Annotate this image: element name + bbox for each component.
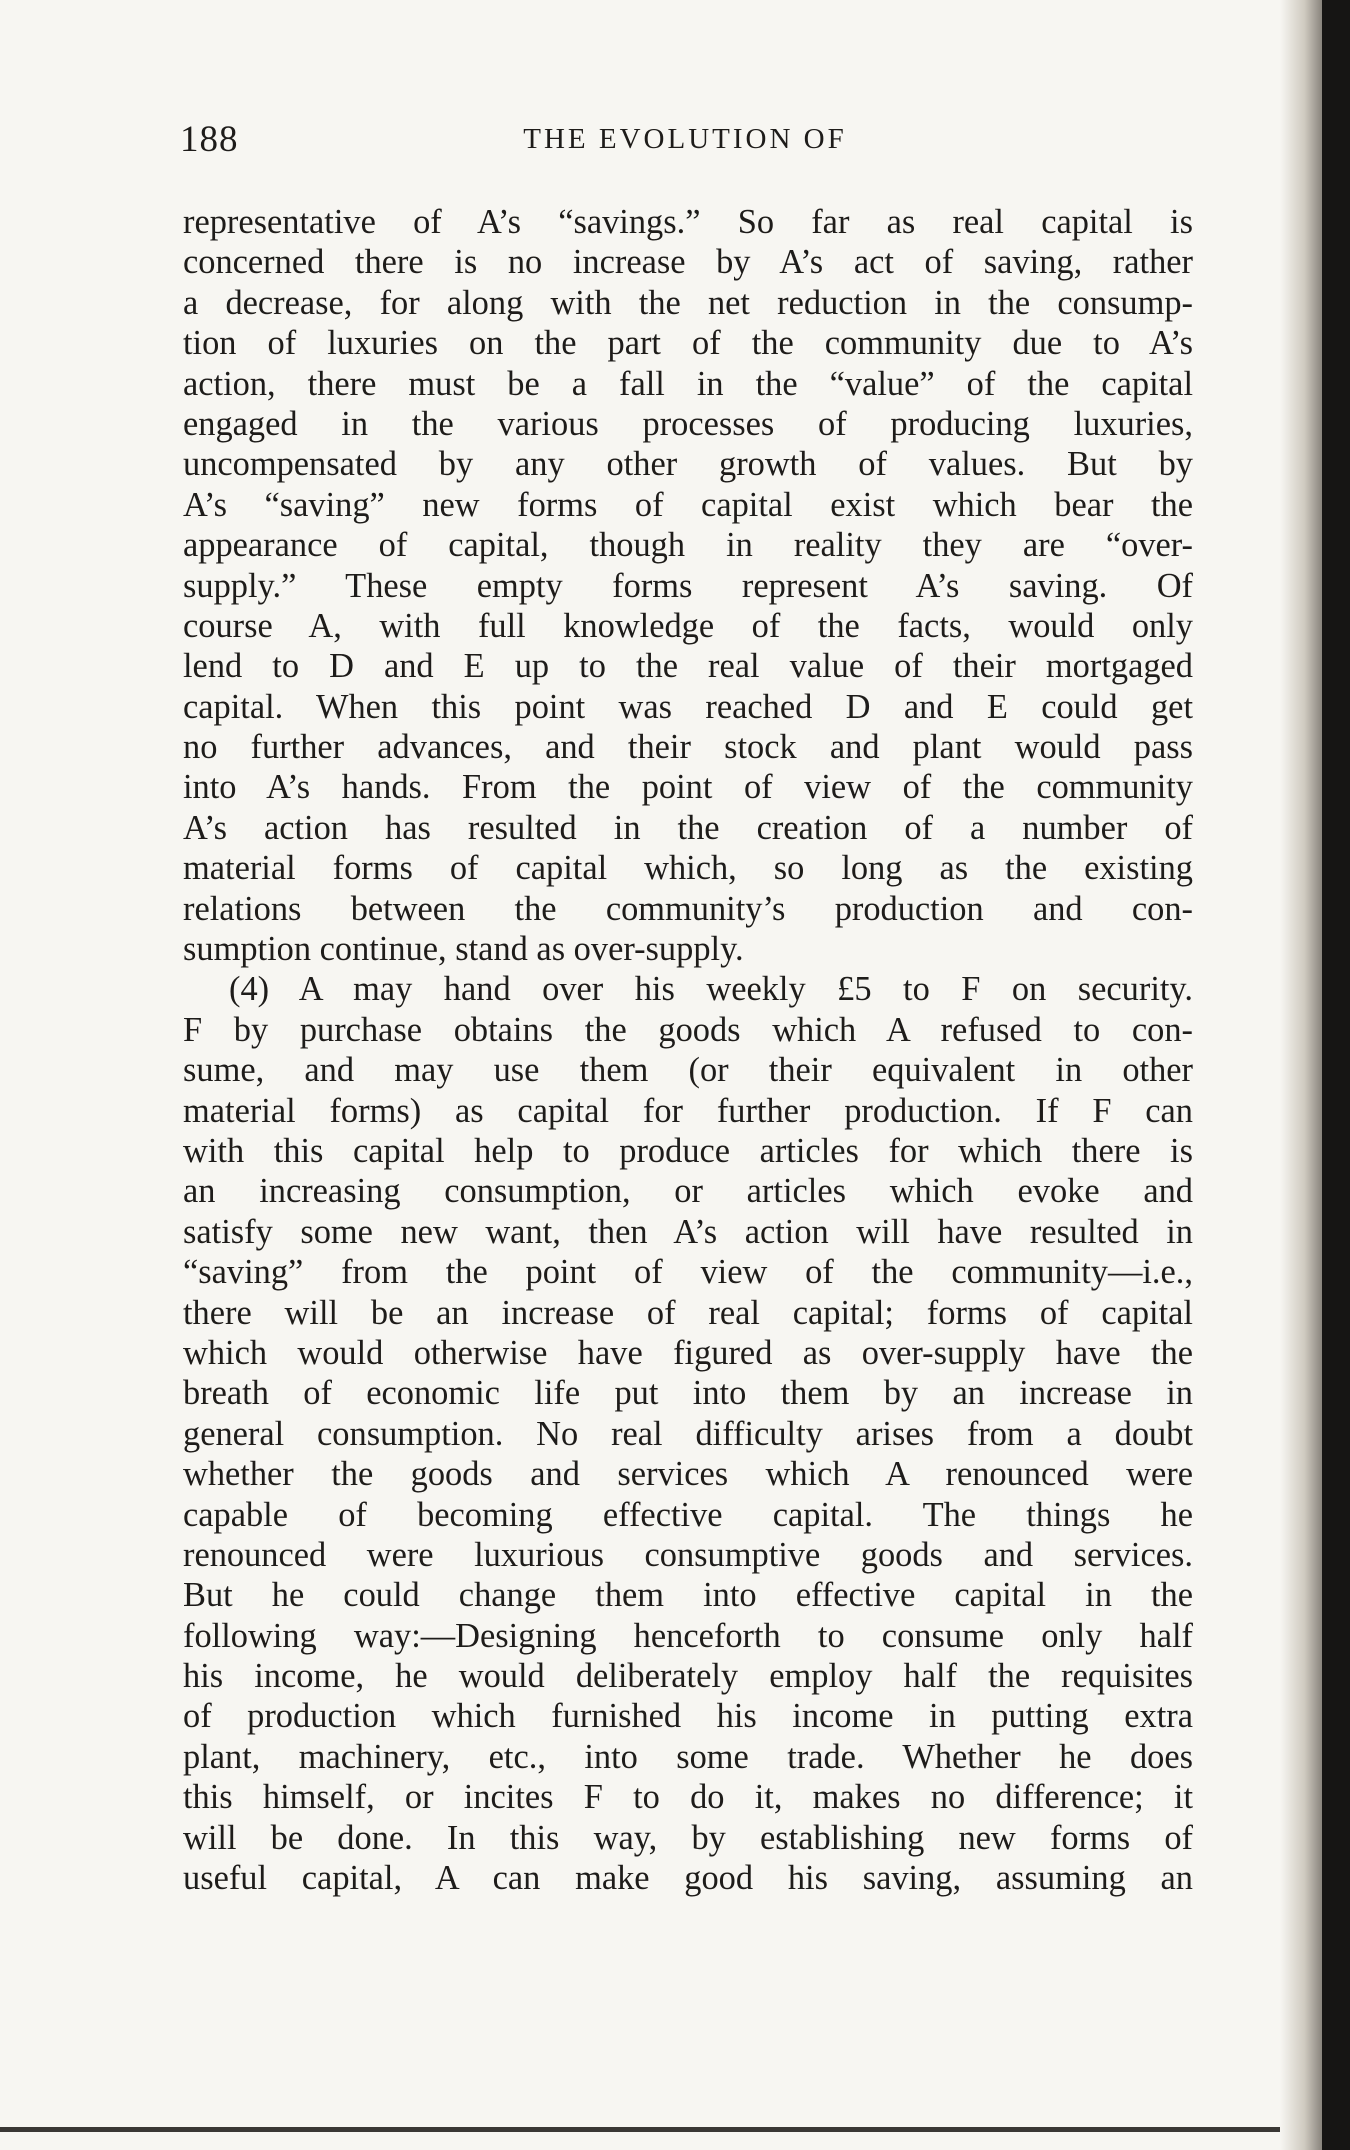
page-bottom-edge: [0, 2127, 1280, 2132]
running-header: [180, 118, 1190, 178]
text-line: appearance of capital, though in reality they are “over-: [183, 526, 1193, 565]
text-line: this himself, or incites F to do it, makes no difference; it: [183, 1778, 1193, 1817]
text-line: sume, and may use them (or their equivalent in other: [183, 1051, 1193, 1090]
text-line: following way:—Designing henceforth to consume only half: [183, 1616, 1193, 1655]
text-line: material forms of capital which, so long as the existing: [183, 849, 1193, 888]
text-line: representative of A’s “savings.” So far as real capital is: [183, 203, 1193, 241]
body-text: [183, 202, 1193, 1898]
text-line: relations between the community’s production and con-: [183, 889, 1193, 928]
page-number: 188: [180, 119, 239, 160]
text-line: capital. When this point was reached D and E could get: [183, 687, 1193, 726]
page-binding-edge: [1322, 0, 1350, 2150]
text-line: breath of economic life put into them by an increase in: [183, 1374, 1193, 1413]
text-line: concerned there is no increase by A’s act of saving, rather: [183, 243, 1193, 282]
text-line: no further advances, and their stock and plant would pass: [183, 728, 1193, 767]
text-line: “saving” from the point of view of the community—i.e.,: [183, 1253, 1193, 1292]
text-line: useful capital, A can make good his saving, assuming an: [183, 1859, 1193, 1898]
text-line: lend to D and E up to the real value of their mortgaged: [183, 647, 1193, 686]
text-line: A’s action has resulted in the creation of a number of: [183, 808, 1193, 847]
text-line: course A, with full knowledge of the facts, would only: [183, 606, 1193, 645]
running-title: THE EVOLUTION OF: [523, 123, 847, 155]
text-line: with this capital help to produce articles for which there is: [183, 1131, 1193, 1170]
text-line: supply.” These empty forms represent A’s saving. Of: [183, 566, 1193, 605]
text-line: satisfy some new want, then A’s action will have resulted in: [183, 1212, 1193, 1251]
text-line: whether the goods and services which A renounced were: [183, 1455, 1193, 1494]
text-line: of production which furnished his income in putting extra: [183, 1697, 1193, 1736]
text-line: F by purchase obtains the goods which A refused to con-: [183, 1010, 1193, 1049]
text-line: A’s “saving” new forms of capital exist which bear the: [183, 485, 1193, 524]
text-line: engaged in the various processes of producing luxuries,: [183, 404, 1193, 443]
text-line: capable of becoming effective capital. The things he: [183, 1495, 1193, 1534]
text-line: will be done. In this way, by establishing new forms of: [183, 1818, 1193, 1857]
text-line: action, there must be a fall in the “value” of the capital: [183, 364, 1193, 403]
text-line: plant, machinery, etc., into some trade. Whether he does: [183, 1737, 1193, 1776]
text-line: renounced were luxurious consumptive goods and services.: [183, 1535, 1193, 1574]
text-line: into A’s hands. From the point of view of the community: [183, 768, 1193, 807]
text-line: a decrease, for along with the net reduction in the consump-: [183, 283, 1193, 322]
text-line: there will be an increase of real capital; forms of capital: [183, 1293, 1193, 1332]
text-line: material forms) as capital for further production. If F can: [183, 1091, 1193, 1130]
text-line: his income, he would deliberately employ half the requisites: [183, 1657, 1193, 1696]
text-line: an increasing consumption, or articles which evoke and: [183, 1172, 1193, 1211]
text-line: uncompensated by any other growth of values. But by: [183, 445, 1193, 484]
text-line: general consumption. No real difficulty arises from a doubt: [183, 1414, 1193, 1453]
text-line: which would otherwise have figured as over-supply have the: [183, 1333, 1193, 1372]
text-line: sumption continue, stand as over-supply.: [183, 930, 744, 969]
text-line: (4) A may hand over his weekly £5 to F on security.: [229, 970, 1193, 1009]
text-line: tion of luxuries on the part of the community due to A’s: [183, 324, 1193, 363]
text-line: But he could change them into effective capital in the: [183, 1576, 1193, 1615]
